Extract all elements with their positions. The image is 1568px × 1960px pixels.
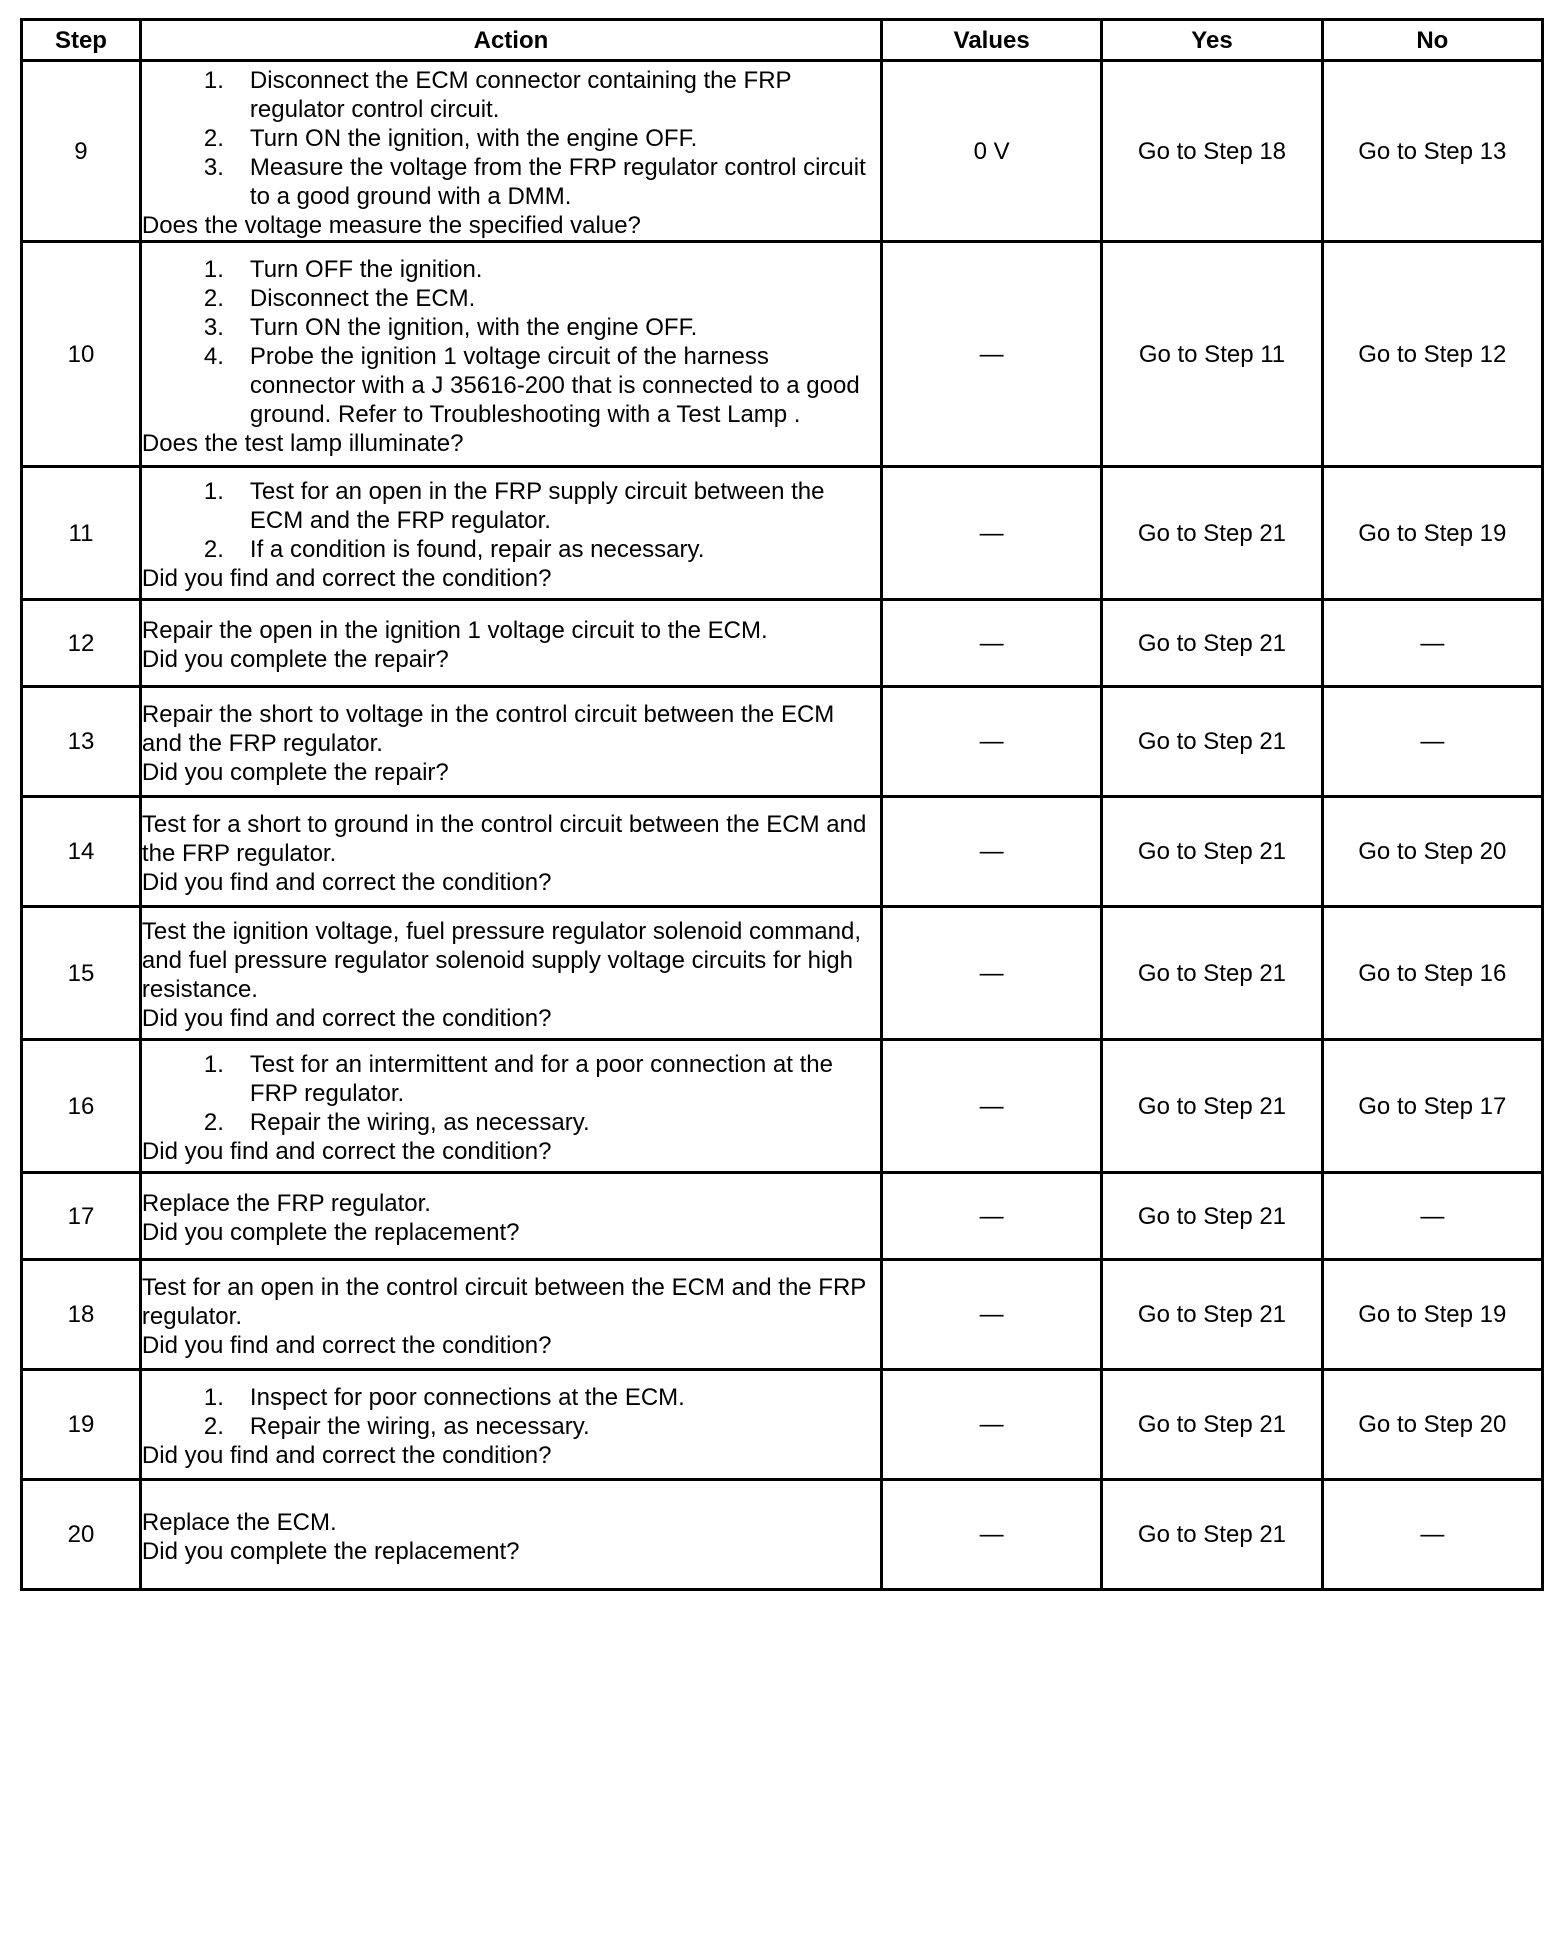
header-row xyxy=(22,20,1543,61)
header-yes: Yes xyxy=(1102,20,1322,61)
value-cell: — xyxy=(882,467,1102,600)
step-number: 10 xyxy=(22,242,141,467)
header-no: No xyxy=(1322,20,1542,61)
action-text: Test the ignition voltage, fuel pressure regulator solenoid command, and fuel pressure regulator solenoid supply voltage circuits for high resistance. xyxy=(141,918,861,1003)
value-cell: — xyxy=(882,797,1102,907)
value-cell: — xyxy=(882,242,1102,467)
action-cell xyxy=(140,1040,881,1173)
step-number: 20 xyxy=(22,1480,141,1590)
yes-cell: Go to Step 21 xyxy=(1102,1370,1322,1480)
action-cell xyxy=(140,600,881,687)
action-cell xyxy=(140,1260,881,1370)
yes-cell: Go to Step 21 xyxy=(1102,797,1322,907)
table-row xyxy=(22,1260,1543,1370)
action-cell xyxy=(140,907,881,1040)
list-item: 4. Probe the ignition 1 voltage circuit of the harness connector with a J 35616-200 that is connected to a good ground. Refer to Troubleshooting with a Test Lamp . xyxy=(203,342,860,428)
list-item: 2. Repair the wiring, as necessary. xyxy=(203,1109,590,1136)
action-question: Did you complete the repair? xyxy=(141,759,449,786)
no-cell: — xyxy=(1322,600,1542,687)
action-cell xyxy=(140,687,881,797)
list-item: 2. Disconnect the ECM. xyxy=(203,284,476,312)
yes-cell: Go to Step 21 xyxy=(1102,600,1322,687)
step-number: 15 xyxy=(22,907,141,1040)
value-cell: — xyxy=(882,1040,1102,1173)
action-question: Did you find and correct the condition? xyxy=(141,1138,552,1165)
step-number: 11 xyxy=(22,467,141,600)
action-question: Did you complete the repair? xyxy=(141,646,449,673)
step-number: 12 xyxy=(22,600,141,687)
diagnostic-table xyxy=(20,18,1544,1591)
table-row xyxy=(22,687,1543,797)
action-question: Did you complete the replacement? xyxy=(141,1219,520,1246)
action-cell xyxy=(140,1173,881,1260)
step-number: 18 xyxy=(22,1260,141,1370)
no-cell: Go to Step 20 xyxy=(1322,1370,1542,1480)
no-cell: Go to Step 12 xyxy=(1322,242,1542,467)
yes-cell: Go to Step 21 xyxy=(1102,1040,1322,1173)
no-cell: Go to Step 16 xyxy=(1322,907,1542,1040)
no-cell: — xyxy=(1322,687,1542,797)
yes-cell: Go to Step 21 xyxy=(1102,1260,1322,1370)
list-item: 1. Test for an open in the FRP supply circuit between the ECM and the FRP regulator. xyxy=(203,478,825,534)
no-cell: Go to Step 13 xyxy=(1322,61,1542,242)
yes-cell: Go to Step 21 xyxy=(1102,1480,1322,1590)
value-cell: — xyxy=(882,1260,1102,1370)
action-text: Repair the open in the ignition 1 voltage circuit to the ECM. xyxy=(141,617,768,644)
step-number: 13 xyxy=(22,687,141,797)
action-cell xyxy=(140,467,881,600)
list-item: 1. Inspect for poor connections at the ECM. xyxy=(203,1384,685,1411)
value-cell: — xyxy=(882,600,1102,687)
action-question: Did you find and correct the condition? xyxy=(141,1332,552,1359)
action-cell xyxy=(140,1480,881,1590)
value-cell: — xyxy=(882,687,1102,797)
yes-cell: Go to Step 21 xyxy=(1102,907,1322,1040)
step-number: 9 xyxy=(22,61,141,242)
list-item: 1. Test for an intermittent and for a poor connection at the FRP regulator. xyxy=(203,1051,833,1107)
step-number: 16 xyxy=(22,1040,141,1173)
step-number: 19 xyxy=(22,1370,141,1480)
list-item: 2. Repair the wiring, as necessary. xyxy=(203,1413,590,1440)
instruction-list xyxy=(142,1050,880,1137)
value-cell: — xyxy=(882,907,1102,1040)
action-text: Repair the short to voltage in the control circuit between the ECM and the FRP regulator. xyxy=(141,701,835,757)
no-cell: — xyxy=(1322,1480,1542,1590)
table-row xyxy=(22,907,1543,1040)
table-row xyxy=(22,797,1543,907)
header-step: Step xyxy=(22,20,141,61)
action-question: Does the voltage measure the specified value? xyxy=(141,212,641,239)
action-cell xyxy=(140,242,881,467)
action-text: Test for an open in the control circuit between the ECM and the FRP regulator. xyxy=(141,1274,866,1330)
no-cell: Go to Step 19 xyxy=(1322,1260,1542,1370)
action-question: Does the test lamp illuminate? xyxy=(141,429,464,457)
instruction-list xyxy=(142,1383,880,1441)
list-item: 1. Turn OFF the ignition. xyxy=(203,255,483,283)
action-text: Replace the ECM. xyxy=(141,1508,337,1536)
yes-cell: Go to Step 21 xyxy=(1102,467,1322,600)
table-row xyxy=(22,1040,1543,1173)
no-cell: Go to Step 19 xyxy=(1322,467,1542,600)
value-cell: — xyxy=(882,1370,1102,1480)
list-item: 2. Turn ON the ignition, with the engine OFF. xyxy=(203,125,698,152)
action-cell xyxy=(140,797,881,907)
table-row xyxy=(22,600,1543,687)
value-cell: — xyxy=(882,1480,1102,1590)
yes-cell: Go to Step 21 xyxy=(1102,1173,1322,1260)
list-item: 3. Measure the voltage from the FRP regulator control circuit to a good ground with a DMM. xyxy=(203,154,866,210)
no-cell: Go to Step 17 xyxy=(1322,1040,1542,1173)
instruction-list xyxy=(142,255,880,429)
action-question: Did you find and correct the condition? xyxy=(141,869,552,896)
table-row xyxy=(22,1370,1543,1480)
table-row xyxy=(22,242,1543,467)
action-text: Replace the FRP regulator. xyxy=(141,1190,431,1217)
action-cell xyxy=(140,1370,881,1480)
yes-cell: Go to Step 11 xyxy=(1102,242,1322,467)
action-cell xyxy=(140,61,881,242)
yes-cell: Go to Step 18 xyxy=(1102,61,1322,242)
step-number: 14 xyxy=(22,797,141,907)
table-row xyxy=(22,1173,1543,1260)
list-item: 3. Turn ON the ignition, with the engine OFF. xyxy=(203,313,698,341)
action-question: Did you complete the replacement? xyxy=(141,1537,520,1565)
action-question: Did you find and correct the condition? xyxy=(141,1442,552,1469)
no-cell: Go to Step 20 xyxy=(1322,797,1542,907)
yes-cell: Go to Step 21 xyxy=(1102,687,1322,797)
step-number: 17 xyxy=(22,1173,141,1260)
instruction-list xyxy=(142,477,880,564)
header-action: Action xyxy=(140,20,881,61)
action-text: Test for a short to ground in the control circuit between the ECM and the FRP regulator. xyxy=(141,811,867,867)
action-question: Did you find and correct the condition? xyxy=(141,1005,552,1032)
list-item: 1. Disconnect the ECM connector containing the FRP regulator control circuit. xyxy=(203,67,792,123)
table-row xyxy=(22,467,1543,600)
value-cell: — xyxy=(882,1173,1102,1260)
no-cell: — xyxy=(1322,1173,1542,1260)
table-row xyxy=(22,1480,1543,1590)
table-row xyxy=(22,61,1543,242)
header-values: Values xyxy=(882,20,1102,61)
list-item: 2. If a condition is found, repair as necessary. xyxy=(203,536,705,563)
action-question: Did you find and correct the condition? xyxy=(141,565,552,592)
value-cell: 0 V xyxy=(882,61,1102,242)
instruction-list xyxy=(142,66,880,211)
